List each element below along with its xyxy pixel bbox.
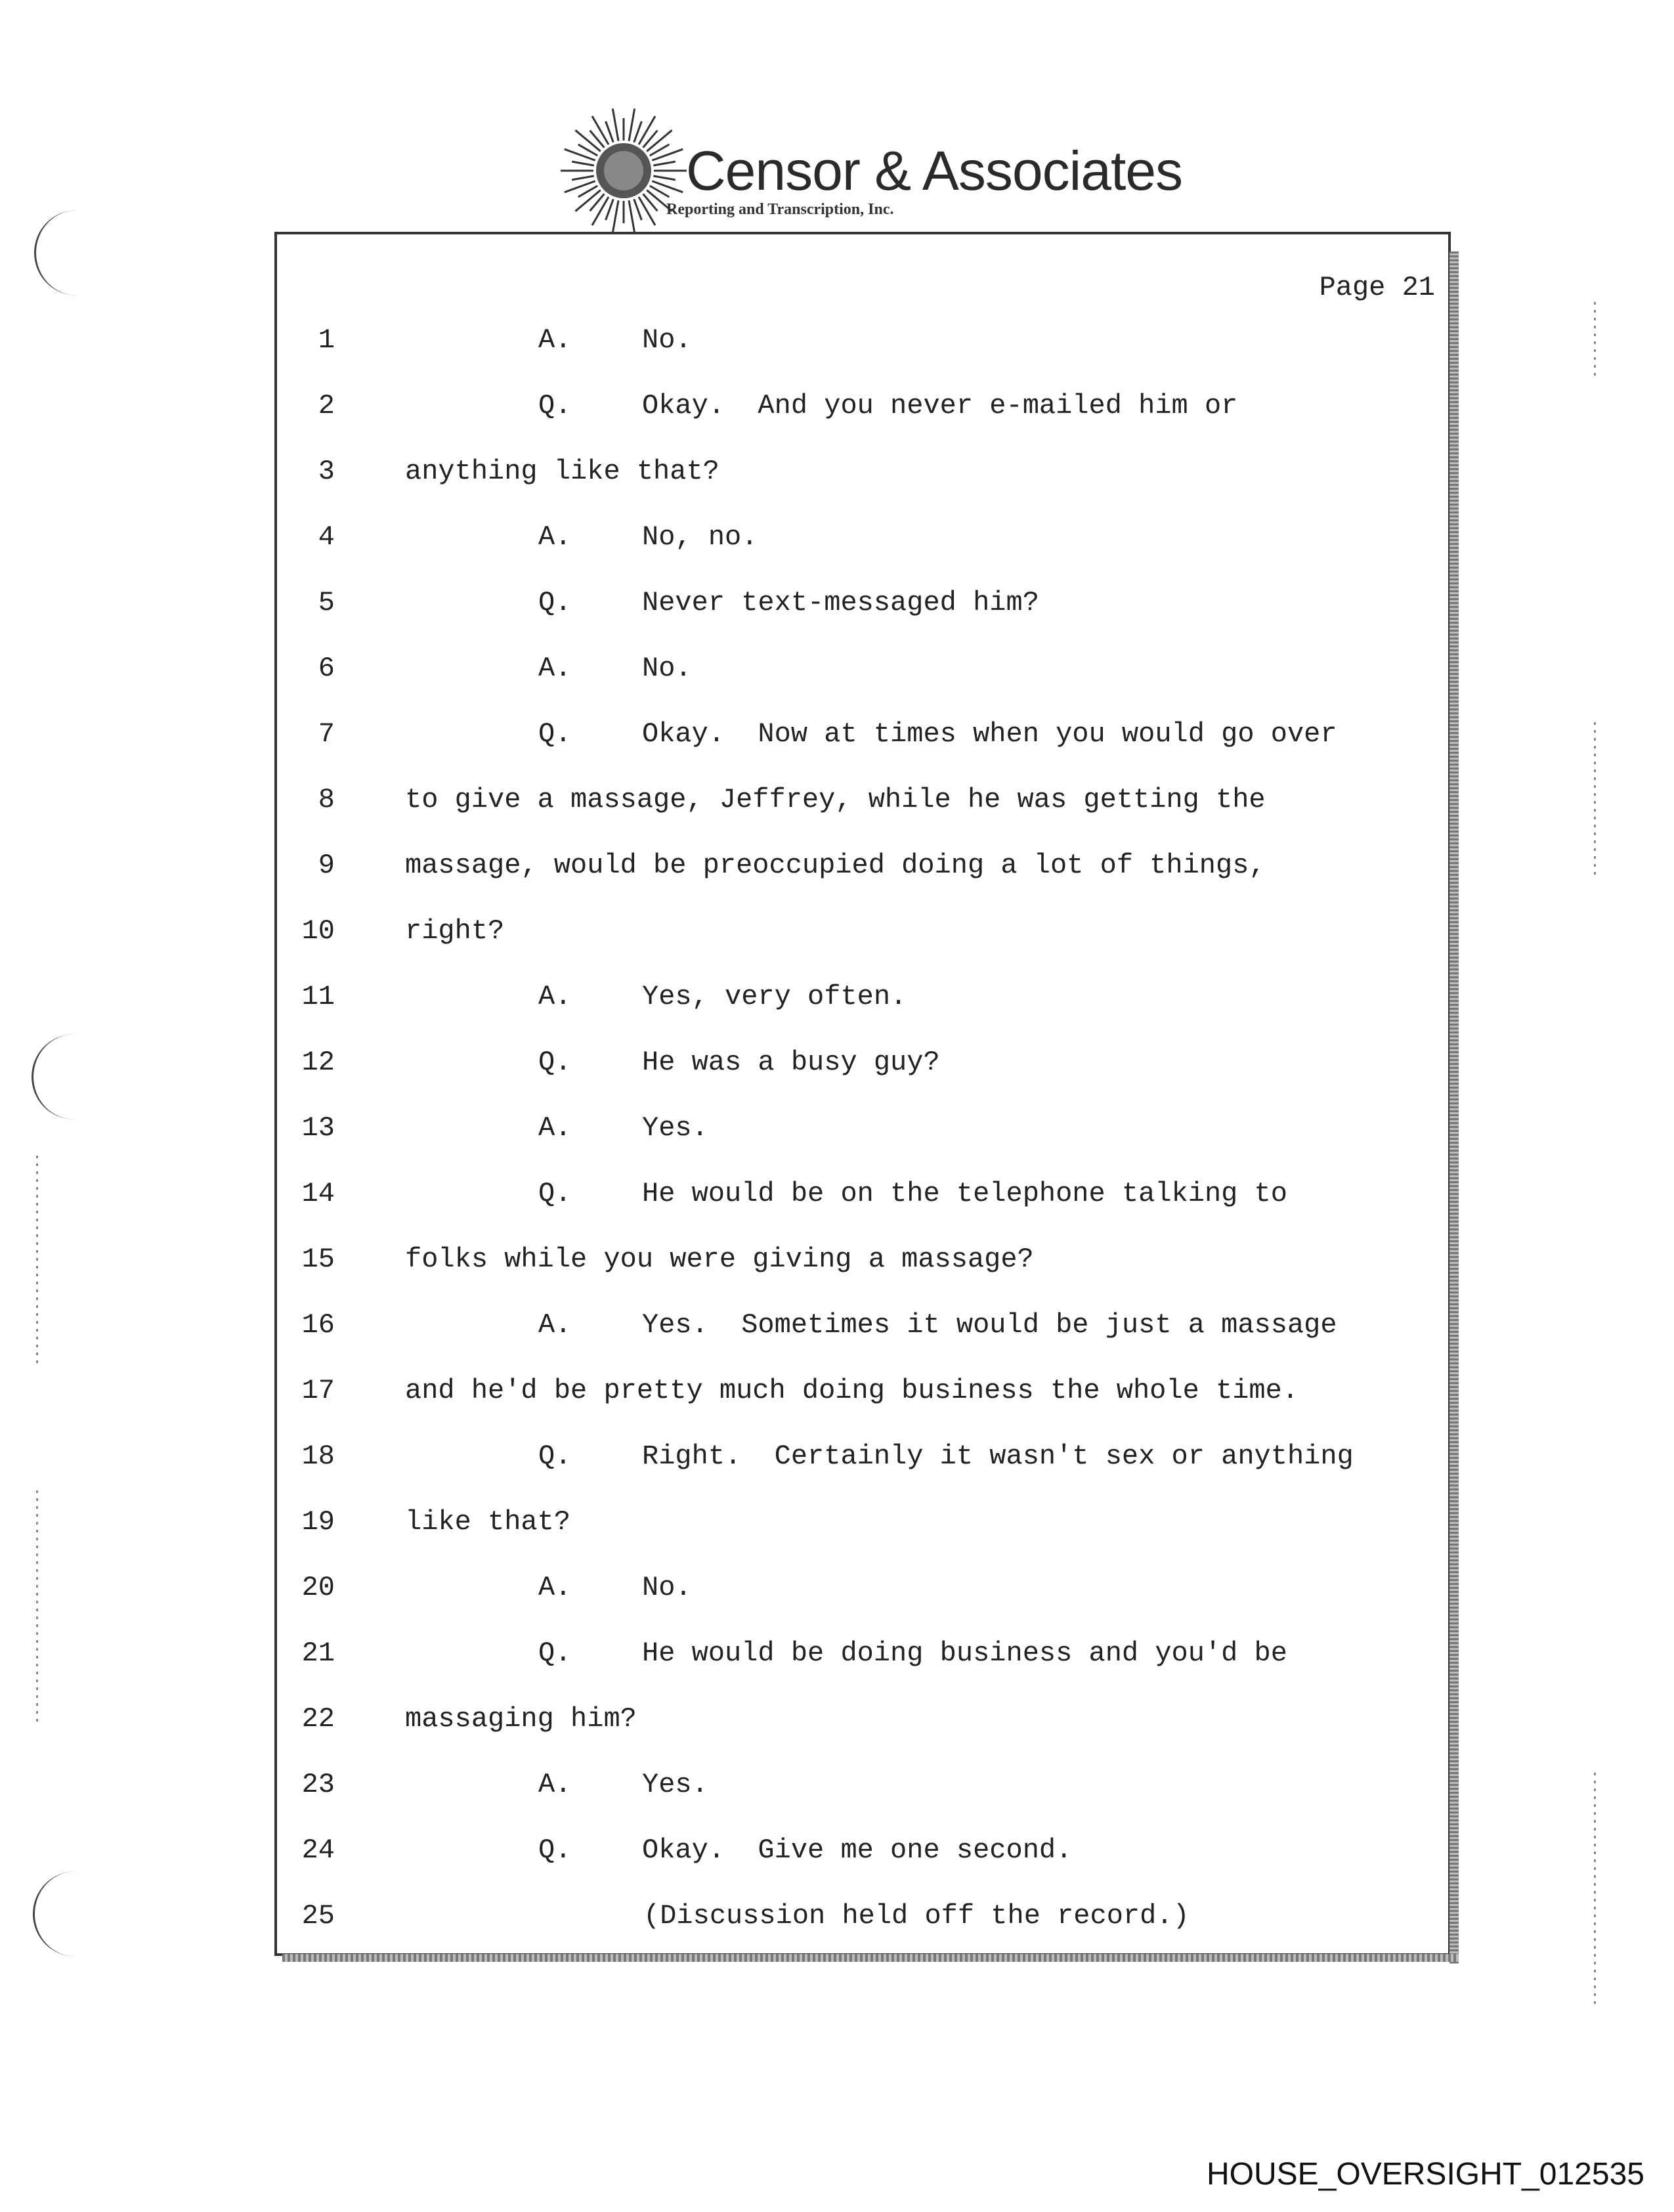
speaker-label: A. xyxy=(538,1309,572,1341)
speaker-label: Q. xyxy=(538,390,572,422)
answer-line xyxy=(538,320,1457,360)
speaker-label: Q. xyxy=(538,718,572,750)
speaker-label: A. xyxy=(538,324,572,356)
speaker-label: A. xyxy=(538,1769,572,1800)
line-number: 5 xyxy=(318,587,335,618)
line-number: 8 xyxy=(318,784,335,815)
transcript-line xyxy=(0,1437,1444,1476)
transcript-line xyxy=(0,583,1444,622)
logo-subtitle: Reporting and Transcription, Inc. xyxy=(666,201,894,218)
line-number: 19 xyxy=(301,1506,335,1538)
line-number: 4 xyxy=(318,521,335,553)
speaker-label: A. xyxy=(538,1572,572,1603)
question-line xyxy=(538,583,1457,622)
line-text: Yes, very often. xyxy=(642,981,907,1012)
answer-line xyxy=(538,1305,1457,1345)
continuation-line: and he'd be pretty much doing business the whole time. xyxy=(405,1375,1299,1406)
line-text: No, no. xyxy=(642,521,758,553)
line-number: 21 xyxy=(301,1637,335,1669)
continuation-line: to give a massage, Jeffrey, while he was getting the xyxy=(405,784,1266,815)
line-number: 24 xyxy=(301,1834,335,1866)
line-number: 16 xyxy=(301,1309,335,1341)
transcript-line xyxy=(0,517,1444,557)
line-number: 13 xyxy=(301,1112,335,1144)
speaker-label: Q. xyxy=(538,1834,572,1866)
transcript-line xyxy=(0,1043,1444,1082)
scan-artifact xyxy=(36,1156,38,1366)
answer-line xyxy=(538,977,1457,1016)
bates-number: HOUSE_OVERSIGHT_012535 xyxy=(1207,2157,1644,2192)
speaker-label: Q. xyxy=(538,587,572,618)
answer-line xyxy=(538,517,1457,557)
line-text: Okay. Give me one second. xyxy=(642,1834,1073,1866)
continuation-line: like that? xyxy=(405,1506,571,1538)
line-text: Okay. And you never e-mailed him or xyxy=(642,390,1238,422)
speaker-label: Q. xyxy=(538,1178,572,1209)
transcript-line xyxy=(0,320,1444,360)
question-line xyxy=(538,1043,1457,1082)
question-line xyxy=(538,1437,1457,1476)
speaker-label: A. xyxy=(538,653,572,684)
transcript-line xyxy=(0,780,1444,819)
answer-line xyxy=(538,649,1457,688)
line-text: He was a busy guy? xyxy=(642,1047,940,1078)
line-text: No. xyxy=(642,1572,692,1603)
speaker-label: Q. xyxy=(538,1637,572,1669)
line-text: He would be on the telephone talking to xyxy=(642,1178,1287,1209)
transcript-line xyxy=(0,1371,1444,1410)
line-number: 3 xyxy=(318,456,335,487)
transcript-line xyxy=(0,1699,1444,1739)
speaker-label: A. xyxy=(538,981,572,1012)
line-number: 18 xyxy=(301,1441,335,1472)
answer-line xyxy=(538,1108,1457,1148)
line-number: 2 xyxy=(318,390,335,422)
line-text: Yes. Sometimes it would be just a massage xyxy=(642,1309,1337,1341)
answer-line xyxy=(538,1568,1457,1607)
transcript-line xyxy=(0,386,1444,425)
transcript-line xyxy=(0,846,1444,885)
transcript-line xyxy=(0,1502,1444,1542)
scan-artifact xyxy=(1594,722,1596,880)
speaker-label: Q. xyxy=(538,1047,572,1078)
transcript-line xyxy=(0,649,1444,688)
speaker-label: A. xyxy=(538,1112,572,1144)
scan-artifact xyxy=(36,1490,38,1727)
transcript-line xyxy=(0,1896,1444,1936)
transcript-line xyxy=(0,1108,1444,1148)
continuation-line: massaging him? xyxy=(405,1703,637,1735)
continuation-line: right? xyxy=(405,915,505,947)
transcript-line xyxy=(0,1305,1444,1345)
scan-artifact xyxy=(1594,1773,1596,2009)
line-number: 23 xyxy=(301,1769,335,1800)
transcript-line xyxy=(0,452,1444,491)
page-number: Page 21 xyxy=(1319,272,1435,303)
parenthetical-line: (Discussion held off the record.) xyxy=(643,1900,1190,1932)
transcript-line xyxy=(0,1634,1444,1673)
scan-artifact xyxy=(1594,302,1596,381)
line-text: No. xyxy=(642,324,692,356)
logo-title: Censor & Associates xyxy=(686,140,1183,202)
line-text: Never text-messaged him? xyxy=(642,587,1039,618)
continuation-line: folks while you were giving a massage? xyxy=(405,1244,1034,1275)
question-line xyxy=(538,1634,1457,1673)
question-line xyxy=(538,714,1457,754)
line-number: 10 xyxy=(301,915,335,947)
transcript-line xyxy=(0,977,1444,1016)
line-number: 14 xyxy=(301,1178,335,1209)
line-number: 11 xyxy=(301,981,335,1012)
line-number: 22 xyxy=(301,1703,335,1735)
line-text: He would be doing business and you'd be xyxy=(642,1637,1287,1669)
line-number: 1 xyxy=(318,324,335,356)
line-number: 7 xyxy=(318,718,335,750)
line-text: Yes. xyxy=(642,1112,708,1144)
line-number: 25 xyxy=(301,1900,335,1932)
question-line xyxy=(538,1174,1457,1213)
speaker-label: Q. xyxy=(538,1441,572,1472)
line-text: Okay. Now at times when you would go over xyxy=(642,718,1337,750)
line-text: Yes. xyxy=(642,1769,708,1800)
line-number: 9 xyxy=(318,850,335,881)
continuation-line: anything like that? xyxy=(405,456,719,487)
transcript-line xyxy=(0,1831,1444,1870)
speaker-label: A. xyxy=(538,521,572,553)
transcript-line xyxy=(0,1240,1444,1279)
line-number: 17 xyxy=(301,1375,335,1406)
transcript-line xyxy=(0,1765,1444,1804)
line-number: 20 xyxy=(301,1572,335,1603)
line-text: No. xyxy=(642,653,692,684)
line-number: 12 xyxy=(301,1047,335,1078)
line-number: 15 xyxy=(301,1244,335,1275)
transcript-line xyxy=(0,714,1444,754)
transcript-line xyxy=(0,1568,1444,1607)
question-line xyxy=(538,1831,1457,1870)
answer-line xyxy=(538,1765,1457,1804)
transcript-line xyxy=(0,911,1444,951)
question-line xyxy=(538,386,1457,425)
continuation-line: massage, would be preoccupied doing a lot of things, xyxy=(405,850,1266,881)
line-number: 6 xyxy=(318,653,335,684)
transcript-line xyxy=(0,1174,1444,1213)
line-text: Right. Certainly it wasn't sex or anything xyxy=(642,1441,1354,1472)
